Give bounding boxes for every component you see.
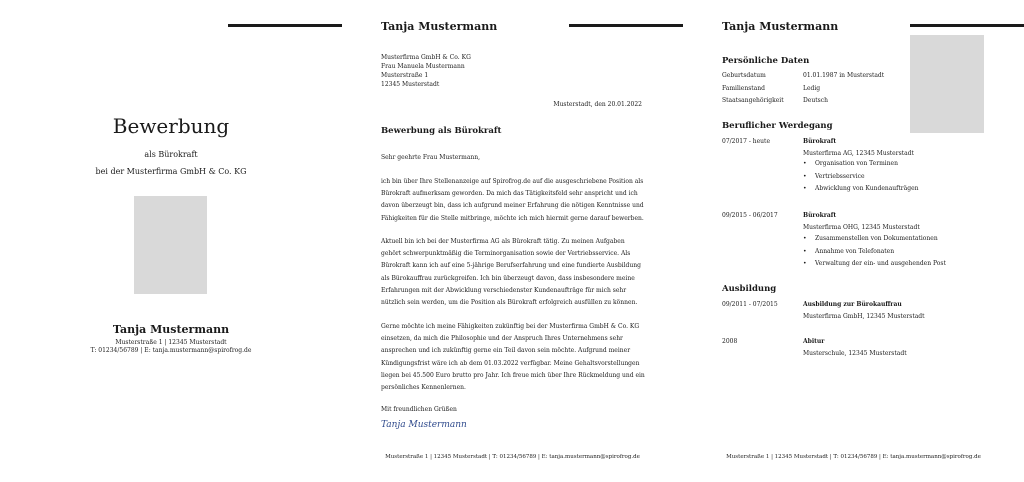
recipient-line: Frau Manuela Mustermann (381, 63, 465, 70)
list-item: • Vertriebsservice (803, 171, 919, 184)
personal-label: Geburtsdatum (722, 72, 766, 79)
section-heading-education: Ausbildung (722, 284, 777, 294)
letter-paragraph: Gerne möchte ich meine Fähigkeiten zukünftig bei der Musterfirma GmbH & Co. KG einsetzen, da mich die Philosophie und der Anspruch Ihres Unternehmens sehr ansprechen und ich zukünftig gerne ein Teil davon sein möchte. Aufgrund meiner Kündigungsfrist wäre ich ab dem 01.03.2022 verfügbar. Meine Gehaltsvorstellungen liegen bei 45.500 Euro brutto pro Jahr. Ich freue mich über Ihre Rückmeldung und ein persönliches Kennenlernen. (381, 323, 645, 392)
career-employer: Musterfirma OHG, 12345 Musterstadt (803, 224, 920, 231)
cover-subtitle-company: bei der Musterfirma GmbH & Co. KG (95, 167, 247, 176)
letter-subject: Bewerbung als Bürokraft (381, 126, 502, 136)
cover-applicant-name: Tanja Mustermann (112, 323, 230, 336)
list-item: • Annahme von Telefonaten (803, 246, 946, 259)
header-rule (910, 24, 1024, 27)
cover-subtitle-position: als Bürokraft (144, 150, 198, 159)
cover-title: Bewerbung (112, 114, 230, 138)
personal-value: Ledig (803, 85, 821, 92)
header-rule (569, 24, 683, 27)
letter-date: Musterstadt, den 20.01.2022 (553, 101, 642, 108)
personal-value: 01.01.1987 in Musterstadt (803, 72, 885, 79)
personal-value: Deutsch (803, 97, 828, 104)
letter-sender-name: Tanja Mustermann (381, 20, 498, 33)
cv-name: Tanja Mustermann (722, 20, 839, 33)
education-title: Ausbildung zur Bürokauffrau (803, 301, 902, 308)
list-item: • Abwicklung von Kundenaufträgen (803, 183, 919, 196)
career-task-list (803, 158, 919, 196)
header-rule (228, 24, 342, 27)
career-date: 09/2015 - 06/2017 (722, 212, 778, 219)
recipient-line: 12345 Musterstadt (381, 81, 440, 88)
recipient-address (381, 53, 471, 89)
cover-contact: T: 01234/56789 | E: tanja.mustermann@spirofrog.de (90, 347, 252, 354)
applicant-photo-placeholder (134, 196, 207, 294)
applicant-photo-placeholder (910, 35, 984, 133)
letter-closing: Mit freundlichen Grüßen (381, 406, 457, 413)
career-date: 07/2017 - heute (722, 138, 771, 145)
section-heading-personal: Persönliche Daten (722, 56, 810, 66)
career-title: Bürokraft (803, 138, 837, 145)
education-institution: Musterfirma GmbH, 12345 Musterstadt (803, 313, 925, 320)
cv-footer: Musterstraße 1 | 12345 Musterstadt | T: 01234/56789 | E: tanja.mustermann@spirofrog.de (726, 454, 981, 460)
list-item: • Verwaltung der ein- und ausgehenden Post (803, 258, 946, 271)
cover-address: Musterstraße 1 | 12345 Musterstadt (115, 339, 227, 346)
education-date: 09/2011 - 07/2015 (722, 301, 778, 308)
education-title: Abitur (803, 338, 825, 345)
letter-salutation: Sehr geehrte Frau Mustermann, (381, 154, 481, 161)
education-date: 2008 (722, 338, 738, 345)
career-title: Bürokraft (803, 212, 837, 219)
list-item: • Organisation von Terminen (803, 158, 919, 171)
letter-paragraph: Aktuell bin ich bei der Musterfirma AG als Bürokraft tätig. Zu meinen Aufgaben gehört schwerpunktmäßig die Terminorganisation sowie der Vertriebsservice. Als Bürokraft kann ich auf eine 5-jährige Berufserfahrung und eine fundierte Ausbildung als Bürokauffrau zurückgreifen. Ich bin überzeugt davon, dass insbesondere meine Erfahrungen mit der Abwicklung verschiedenster Kundenaufträge für mich sehr nützlich sein werden, um die Position als Bürokraft erfolgreich ausfüllen zu können. (381, 238, 641, 307)
letter-paragraph: ich bin über Ihre Stellenanzeige auf Spirofrog.de auf die ausgeschriebene Position als Bürokraft aufmerksam geworden. Da mich das Tätigkeitsfeld sehr anspricht und ich davon überzeugt bin, dass ich aufgrund meiner Erfahrung die nötigen Kenntnisse und Fähigkeiten für die Stelle mitbringe, möchte ich mich hiermit gerne darauf bewerben. (381, 178, 644, 222)
list-item: • Zusammenstellen von Dokumentationen (803, 233, 946, 246)
cover-page (0, 0, 342, 482)
section-heading-career: Beruflicher Werdegang (722, 121, 833, 131)
career-employer: Musterfirma AG, 12345 Musterstadt (803, 150, 914, 157)
personal-label: Familienstand (722, 85, 765, 92)
career-task-list (803, 233, 946, 271)
education-institution: Musterschule, 12345 Musterstadt (803, 350, 907, 357)
letter-signature: Tanja Mustermann (381, 420, 467, 430)
cv-page (683, 0, 1024, 482)
recipient-line: Musterfirma GmbH & Co. KG (381, 54, 471, 61)
personal-label: Staatsangehörigkeit (722, 97, 784, 104)
letter-footer: Musterstraße 1 | 12345 Musterstadt | T: 01234/56789 | E: tanja.mustermann@spirofrog.de (385, 454, 640, 460)
letter-page (342, 0, 683, 482)
recipient-line: Musterstraße 1 (381, 72, 429, 79)
